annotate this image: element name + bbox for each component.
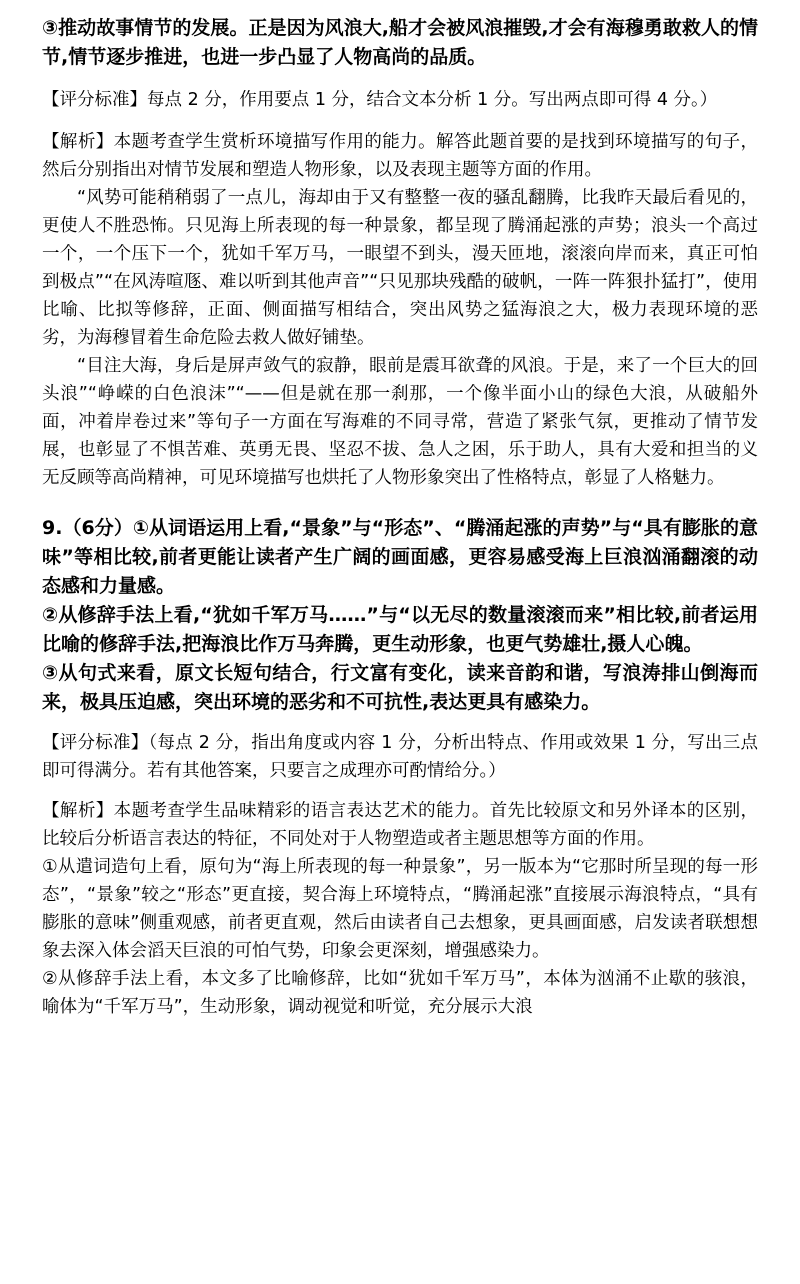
q9-scoring-criteria	[42, 729, 758, 785]
q9-answer-1: 9.（6分）①从词语运用上看,“景象”与“形态”、“腾涌起涨的声势”与“具有膨胀的意味”等相比较,前者更能让读者产生广阔的画面感，更容易感受海上巨浪汹涌翻滚的动态感和力量感。	[42, 517, 758, 597]
q8-scoring-text: 每点 2 分，作用要点 1 分，结合文本分析 1 分。写出两点即可得 4 分。）	[147, 90, 718, 110]
document-page	[42, 14, 758, 1021]
q8-analysis-label: 【解析】	[42, 132, 114, 152]
q9-analysis-detail-2: ②从修辞手法上看，本文多了比喻修辞，比如“犹如千军万马”，本体为汹涌不止歇的骇浪，喻体为“千军万马”，生动形象，调动视觉和听觉，充分展示大浪	[42, 969, 758, 1017]
q9-answer-2: ②从修辞手法上看,“犹如千军万马……”与“以无尽的数量滚滚而来”相比较,前者运用比喻的修辞手法,把海浪比作万马奔腾，更生动形象，也更气势雄壮,摄人心魄。	[42, 604, 758, 655]
q9-analysis-label: 【解析】	[42, 801, 114, 821]
q8-analysis	[42, 128, 758, 184]
q8-analysis-text: 本题考查学生赏析环境描写作用的能力。解答此题首要的是找到环境描写的句子，然后分别指出对情节发展和塑造人物形象，以及表现主题等方面的作用。	[42, 132, 759, 180]
q9-analysis	[42, 797, 758, 853]
q9-scoring-text: （每点 2 分，指出角度或内容 1 分，分析出特点、作用或效果 1 分，写出三点即可得满分。若有其他答案，只要言之成理亦可酌情给分。）	[42, 733, 758, 781]
q8-scoring-criteria	[42, 86, 758, 114]
q9-analysis-text: 本题考查学生品味精彩的语言表达艺术的能力。首先比较原文和另外译本的区别，比较后分析语言表达的特征，不同处对于人物塑造或者主题思想等方面的作用。	[42, 801, 759, 849]
q8-analysis-paragraph-2: “目注大海，身后是屏声敛气的寂静，眼前是震耳欲聋的风浪。于是，来了一个巨大的回头浪”“峥嵘的白色浪沫”“——但是就在那一刹那，一个像半面小山的绿色大浪，从破船外面，冲着岸卷过来”等句子一方面在写海难的不同寻常，营造了紧张气氛，更推动了情节发展，也彰显了不惧苦难、英勇无畏、坚忍不拔、急人之困，乐于助人，具有大爱和担当的义无反顾等高尚精神，可见环境描写也烘托了人物形象突出了性格特点，彰显了人格魅力。	[42, 356, 758, 488]
q8-answer-point-3: ③推动故事情节的发展。正是因为风浪大,船才会被风浪摧毁,才会有海穆勇敢救人的情节,情节逐步推进，也进一步凸显了人物高尚的品质。	[42, 17, 758, 68]
q9-answer-3: ③从句式来看，原文长短句结合，行文富有变化，读来音韵和谐，写浪涛排山倒海而来，极具压迫感，突出环境的恶劣和不可抗性,表达更具有感染力。	[42, 662, 758, 713]
q8-scoring-label: 【评分标准】	[42, 90, 147, 110]
q9-scoring-label: 【评分标准】	[42, 733, 149, 753]
q9-analysis-detail-1: ①从遣词造句上看，原句为“海上所表现的每一种景象”，另一版本为“它那时所呈现的每一形态”，“景象”较之“形态”更直接，契合海上环境特点，“腾涌起涨”直接展示海浪特点，“具有膨胀的意味”侧重观感，前者更直观，然后由读者自己去想象，更具画面感，启发读者联想想象去深入体会滔天巨浪的可怕气势，印象会更深刻，增强感染力。	[42, 857, 758, 961]
q8-analysis-paragraph-1: “风势可能稍稍弱了一点儿，海却由于又有整整一夜的骚乱翻腾，比我昨天最后看见的，更使人不胜恐怖。只见海上所表现的每一种景象，都呈现了腾涌起涨的声势；浪头一个高过一个，一个压下一个，犹如千军万马，一眼望不到头，漫天匝地，滚滚向岸而来，真正可怕到极点”“在风涛喧豗、难以听到其他声音”“只见那块残酷的破帆，一阵一阵狠扑猛打”，使用比喻、比拟等修辞，正面、侧面描写相结合，突出风势之猛海浪之大，极力表现环境的恶劣，为海穆冒着生命危险去救人做好铺垫。	[42, 188, 758, 348]
